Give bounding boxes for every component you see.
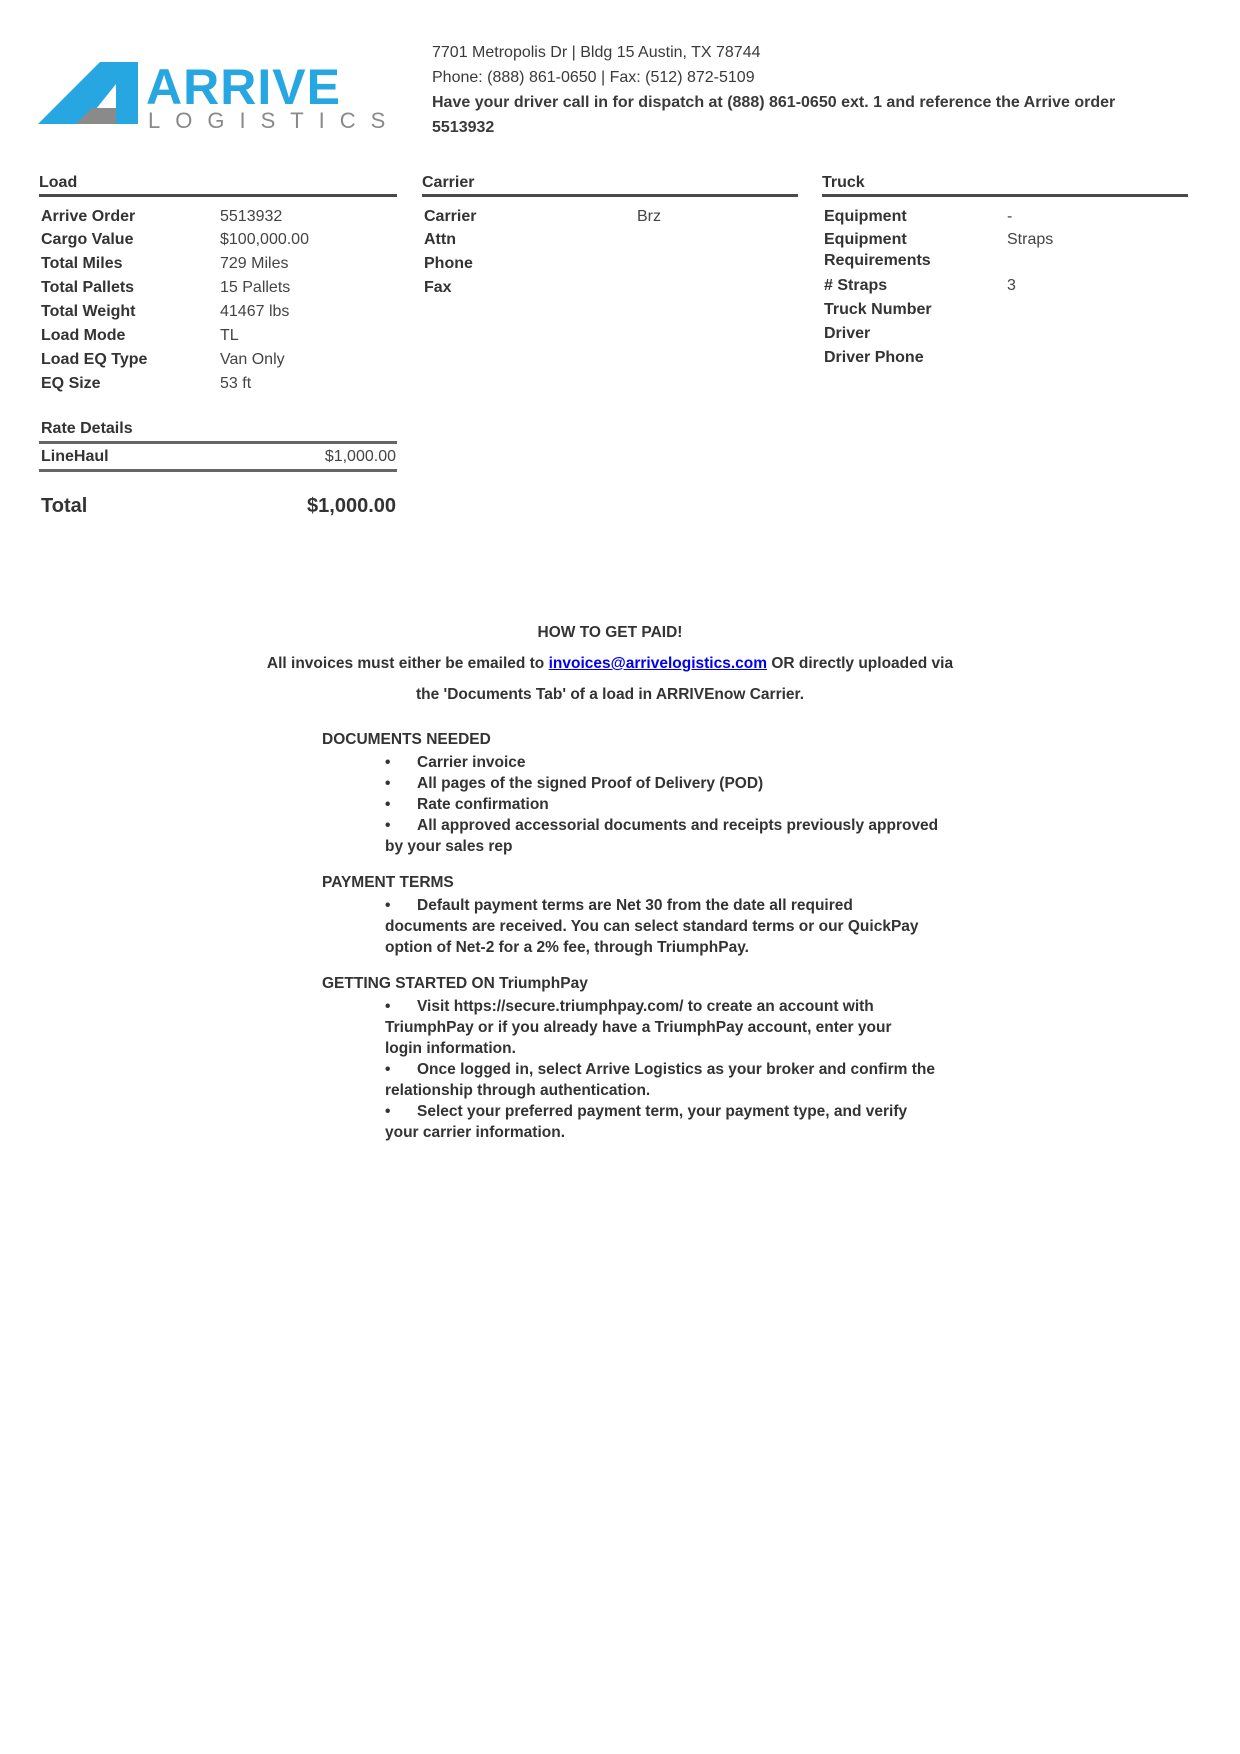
- truck-label-truck-number: Truck Number: [824, 301, 932, 318]
- load-label-total-pallets: Total Pallets: [41, 279, 135, 296]
- carrier-label-phone: Phone: [424, 255, 473, 272]
- load-value-load-mode: TL: [220, 327, 239, 344]
- tp-bullet-2-line2: relationship through authentication.: [385, 1082, 651, 1099]
- linehaul-value: $1,000.00: [324, 448, 396, 465]
- truck-value-straps: 3: [1007, 277, 1016, 294]
- bullet: •: [385, 796, 391, 813]
- doc-item-text: All approved accessorial documents and receipts previously approved: [417, 817, 939, 834]
- tp-text: Once logged in, select Arrive Logistics as your broker and confirm the: [417, 1061, 935, 1078]
- doc-item-text: Carrier invoice: [417, 754, 526, 771]
- truck-value-equipment-req: Straps: [1007, 231, 1054, 248]
- load-value-total-miles: 729 Miles: [220, 255, 289, 272]
- carrier-label-carrier: Carrier: [424, 208, 477, 225]
- carrier-label-attn: Attn: [424, 231, 456, 248]
- truck-section-rule: [822, 194, 1188, 197]
- truck-section-title: Truck: [822, 174, 865, 191]
- documents-needed-title: DOCUMENTS NEEDED: [322, 731, 491, 748]
- carrier-label-fax: Fax: [424, 279, 452, 296]
- truck-label-equipment-req-2: Requirements: [824, 252, 931, 269]
- bullet: •: [385, 998, 391, 1015]
- rate-top-rule: [39, 441, 397, 444]
- logo-word-arrive: ARRIVE: [146, 62, 341, 115]
- bullet: •: [385, 754, 391, 771]
- truck-label-driver-phone: Driver Phone: [824, 349, 924, 366]
- load-value-arrive-order: 5513932: [220, 208, 283, 225]
- truck-value-equipment: -: [1007, 208, 1013, 225]
- tp-bullet-1: [385, 996, 874, 1017]
- payment-intro-line1: [0, 655, 1220, 673]
- terms-line-1: [385, 895, 853, 916]
- payment-terms-title: PAYMENT TERMS: [322, 874, 454, 891]
- rate-details-title: Rate Details: [41, 420, 133, 437]
- arrive-logistics-logo: [38, 62, 408, 140]
- tp-bullet-2: [385, 1059, 935, 1080]
- carrier-section-title: Carrier: [422, 174, 475, 191]
- total-value: $1,000.00: [307, 495, 396, 517]
- load-value-eq-type: Van Only: [220, 351, 285, 368]
- truck-label-equipment: Equipment: [824, 208, 907, 225]
- doc-item-4-cont: by your sales rep: [385, 838, 513, 855]
- payment-intro-pre: All invoices must either be emailed to: [266, 655, 549, 672]
- truck-label-straps: # Straps: [824, 277, 888, 294]
- load-value-eq-size: 53 ft: [220, 375, 252, 392]
- logo-word-logistics: LOGISTICS: [148, 108, 401, 133]
- bullet: •: [385, 1061, 391, 1078]
- triumphpay-title: GETTING STARTED ON TriumphPay: [322, 975, 588, 992]
- tp-text: Visit https://secure.triumphpay.com/ to create an account with: [417, 998, 874, 1015]
- load-label-eq-size: EQ Size: [41, 375, 101, 392]
- load-label-cargo-value: Cargo Value: [41, 231, 134, 248]
- terms-line-3: option of Net-2 for a 2% fee, through TriumphPay.: [385, 939, 749, 956]
- invoices-email-link[interactable]: invoices@arrivelogistics.com: [548, 655, 768, 672]
- payment-intro-post: OR directly uploaded via: [767, 655, 954, 672]
- load-value-total-weight: 41467 lbs: [220, 303, 290, 320]
- load-section-title: Load: [39, 174, 78, 191]
- bullet: •: [385, 817, 391, 834]
- doc-item-4: [385, 815, 938, 836]
- truck-label-driver: Driver: [824, 325, 871, 342]
- load-section-rule: [39, 194, 397, 197]
- doc-item-1: [385, 752, 526, 773]
- bullet: •: [385, 897, 391, 914]
- total-label: Total: [41, 495, 88, 517]
- payment-intro-line2: the 'Documents Tab' of a load in ARRIVEnow Carrier.: [415, 686, 805, 703]
- tp-bullet-1-line2: TriumphPay or if you already have a TriumphPay account, enter your: [385, 1019, 892, 1036]
- linehaul-label: LineHaul: [41, 448, 109, 465]
- company-phone-fax: Phone: (888) 861-0650 | Fax: (512) 872-5109: [432, 69, 755, 86]
- truck-label-equipment-req: Equipment: [824, 231, 907, 248]
- dispatch-instruction: Have your driver call in for dispatch at (888) 861-0650 ext. 1 and reference the Arrive order: [432, 94, 1116, 111]
- tp-bullet-3-line2: your carrier information.: [385, 1124, 566, 1141]
- doc-item-3: [385, 794, 549, 815]
- carrier-section-rule: [422, 194, 798, 197]
- load-label-eq-type: Load EQ Type: [41, 351, 148, 368]
- load-label-load-mode: Load Mode: [41, 327, 126, 344]
- terms-line-2: documents are received. You can select standard terms or our QuickPay: [385, 918, 919, 935]
- bullet: •: [385, 1103, 391, 1120]
- load-label-total-weight: Total Weight: [41, 303, 136, 320]
- terms-text: Default payment terms are Net 30 from the date all required: [417, 897, 853, 914]
- tp-bullet-1-line3: login information.: [385, 1040, 516, 1057]
- carrier-value-carrier: Brz: [637, 208, 661, 225]
- tp-bullet-3: [385, 1101, 907, 1122]
- payment-title: HOW TO GET PAID!: [537, 624, 683, 641]
- load-value-cargo-value: $100,000.00: [220, 231, 309, 248]
- rate-bottom-rule: [39, 469, 397, 472]
- dispatch-order-number: 5513932: [432, 119, 495, 136]
- doc-item-text: All pages of the signed Proof of Delivery (POD): [417, 775, 764, 792]
- doc-item-text: Rate confirmation: [417, 796, 549, 813]
- company-address: 7701 Metropolis Dr | Bldg 15 Austin, TX 78744: [432, 44, 761, 61]
- doc-item-2: [385, 773, 763, 794]
- load-label-total-miles: Total Miles: [41, 255, 123, 272]
- load-label-arrive-order: Arrive Order: [41, 208, 136, 225]
- load-value-total-pallets: 15 Pallets: [220, 279, 291, 296]
- tp-text: Select your preferred payment term, your payment type, and verify: [417, 1103, 908, 1120]
- bullet: •: [385, 775, 391, 792]
